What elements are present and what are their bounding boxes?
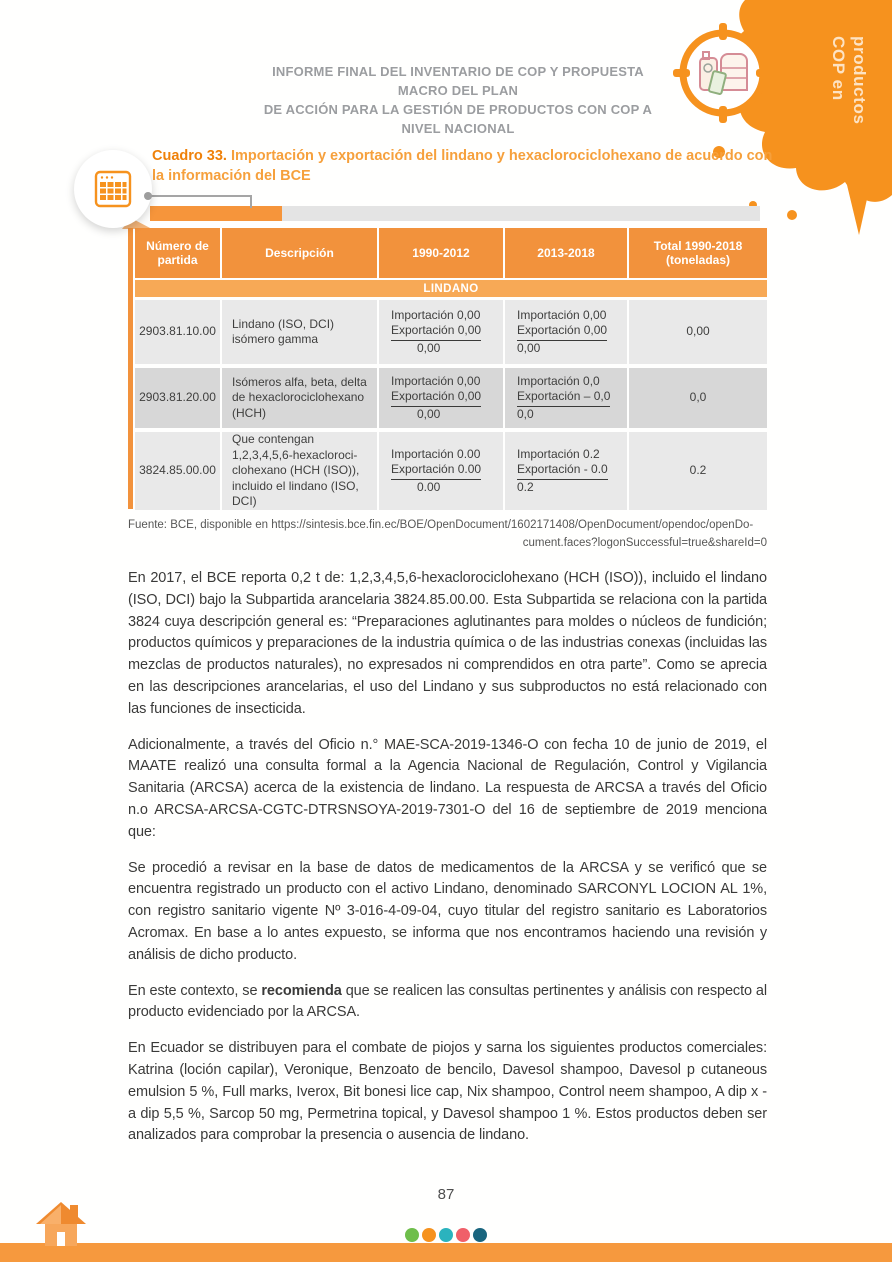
cell-total: 0.2: [629, 432, 767, 510]
body-text: [128, 568, 767, 1161]
page-number: 87: [437, 1186, 455, 1203]
cell-partida: 2903.81.10.00: [135, 300, 220, 364]
connector-line-horizontal: [148, 195, 252, 197]
cell-descripcion: Lindano (ISO, DCI) isómero gamma: [222, 300, 377, 364]
recomienda-emphasis: recomienda: [261, 982, 342, 999]
report-header-title: [250, 62, 666, 138]
import-export-table: [135, 228, 767, 510]
table-row: [135, 432, 767, 510]
paragraph-5: En Ecuador se distribuyen para el combate de piojos y sarna los siguientes productos comerciales: Katrina (loción capilar), Veronique, Benzoato de bencilo, Davesol shampoo, Davesol p cutaneous emulsion 5 %, Full marks, Iverox, Bit bonesi lice cap, Nix shampoo, Control neem shampoo, A dip x -a dip 5,5 %, Sarcop 50 mg, Permetrina topical, y Davesol shampoo 1 %. Estos productos deben ser analizados para comprobar la presencia o ausencia de lindano.: [128, 1040, 767, 1144]
table-section-header: LINDANO: [135, 280, 767, 297]
footer-dot-pink: [456, 1228, 470, 1242]
source-note-line2: cument.faces?logonSuccessful=true&shareId=0: [522, 537, 767, 549]
cop-products-target-icon: [672, 22, 774, 124]
cell-total: 0,00: [629, 300, 767, 364]
cell-total: 0,0: [629, 368, 767, 428]
column-header-2013-2018: 2013-2018: [505, 228, 627, 278]
column-header-partida: Número de partida: [135, 228, 220, 278]
table-header-row: [135, 228, 767, 278]
table-left-accent-strip: [128, 228, 133, 509]
footer-dot-darkteal: [473, 1228, 487, 1242]
paragraph-3: Se procedió a revisar en la base de datos de medicamentos de la ARCSA y se verificó que se encuentra registrado un producto con el activo Lindano, denominado SARCONYL LOCION AL 1%, con registro sanitario vigente Nº 3-016-4-09-04, cuyo titular del registro sanitario es Laboratorios Acromax. En base a lo antes expuesto, se informa que nos encontramos haciendo una revisión y análisis de dicho producto.: [128, 859, 767, 963]
bottom-bar: [0, 1243, 892, 1262]
cell-1990-2012: Importación 0,00 Exportación 0,00 0,00: [379, 300, 503, 364]
cell-descripcion: Que contengan 1,2,3,4,5,6-hexacloroci-clohexano (HCH (ISO)), incluido el lindano (ISO, DCI): [222, 432, 377, 510]
caption-progress-bar: [150, 206, 760, 221]
source-note: [128, 516, 767, 552]
cell-partida: 2903.81.20.00: [135, 368, 220, 428]
column-header-total: Total 1990-2018 (toneladas): [629, 228, 767, 278]
cell-partida: 3824.85.00.00: [135, 432, 220, 510]
cell-descripcion: Isómeros alfa, beta, delta de hexaclorociclohexano (HCH): [222, 368, 377, 428]
column-header-descripcion: Descripción: [222, 228, 377, 278]
table-caption-text: Importación y exportación del lindano y hexaclorociclohexano de acuerdo con la información del BCE: [152, 148, 773, 184]
footer-dots: [0, 1228, 892, 1242]
table-row: [135, 300, 767, 364]
paragraph-2: Adicionalmente, a través del Oficio n.° MAE-SCA-2019-1346-O con fecha 10 de junio de 2019, el MAATE realizó una consulta formal a la Agencia Nacional de Regulación, Control y Vigilancia Sanitaria (ARCSA) acerca de la existencia de lindano. La respuesta de ARCSA a través del Oficio n.o ARCSA-ARCSA-CGTC-DTRSNSOYA-2019-7301-O del 16 de septiembre de 2019 menciona que:: [128, 736, 767, 840]
source-note-line1: Fuente: BCE, disponible en https://sintesis.bce.fin.ec/BOE/OpenDocument/1602171408/OpenDocument/opendoc/openDo-: [128, 519, 754, 531]
cell-1990-2012: Importación 0,00 Exportación 0,00 0,00: [379, 368, 503, 428]
ribbon-label: [828, 36, 870, 125]
footer-dot-teal: [439, 1228, 453, 1242]
table-icon: [94, 170, 132, 208]
table-row: [135, 368, 767, 428]
footer-dot-green: [405, 1228, 419, 1242]
table-caption: [152, 146, 777, 186]
connector-dot: [144, 192, 152, 200]
paragraph-1: En 2017, el BCE reporta 0,2 t de: 1,2,3,4,5,6-hexaclorociclohexano (HCH (ISO)), incluido el lindano (ISO, DCI) bajo la Subpartida arancelaria 3824.85.00.00. Esta Subpartida se relaciona con la partida 3824 cuya descripción general es: “Preparaciones aglutinantes para moldes o núcleos de fundición; productos químicos y preparaciones de la industria química o de las industrias conexas (incluidas las mezclas de productos naturales), no expresados ni comprendidos en otra parte”. Como se aprecia en las descripciones arancelarias, el uso del Lindano y sus subproductos no está relacionado con las funciones de insecticida.: [128, 570, 767, 717]
cell-2013-2018: Importación 0.2 Exportación - 0.0 0.2: [505, 432, 627, 510]
home-icon: [36, 1200, 86, 1246]
report-header-line1: INFORME FINAL DEL INVENTARIO DE COP Y PROPUESTA MACRO DEL PLAN: [272, 64, 644, 98]
footer-dot-orange: [422, 1228, 436, 1242]
paragraph-4: En este contexto, se recomienda que se realicen las consultas pertinentes y análisis con respecto al producto evidenciado por la ARCSA.: [128, 982, 767, 1021]
table-caption-number: Cuadro 33.: [152, 148, 227, 164]
cell-2013-2018: Importación 0,00 Exportación 0,00 0,00: [505, 300, 627, 364]
column-header-1990-2012: 1990-2012: [379, 228, 503, 278]
report-header-line2: DE ACCIÓN PARA LA GESTIÓN DE PRODUCTOS CON COP A NIVEL NACIONAL: [263, 102, 653, 136]
cell-2013-2018: Importación 0,0 Exportación – 0,0 0,0: [505, 368, 627, 428]
ribbon-label-line1: COP en: [829, 36, 848, 101]
table-icon-badge: [74, 150, 152, 228]
connector-line-vertical: [250, 195, 252, 208]
caption-progress-bar-fill: [150, 206, 282, 221]
cell-1990-2012: Importación 0.00 Exportación 0.00 0.00: [379, 432, 503, 510]
ribbon-label-line2: productos: [850, 36, 869, 125]
